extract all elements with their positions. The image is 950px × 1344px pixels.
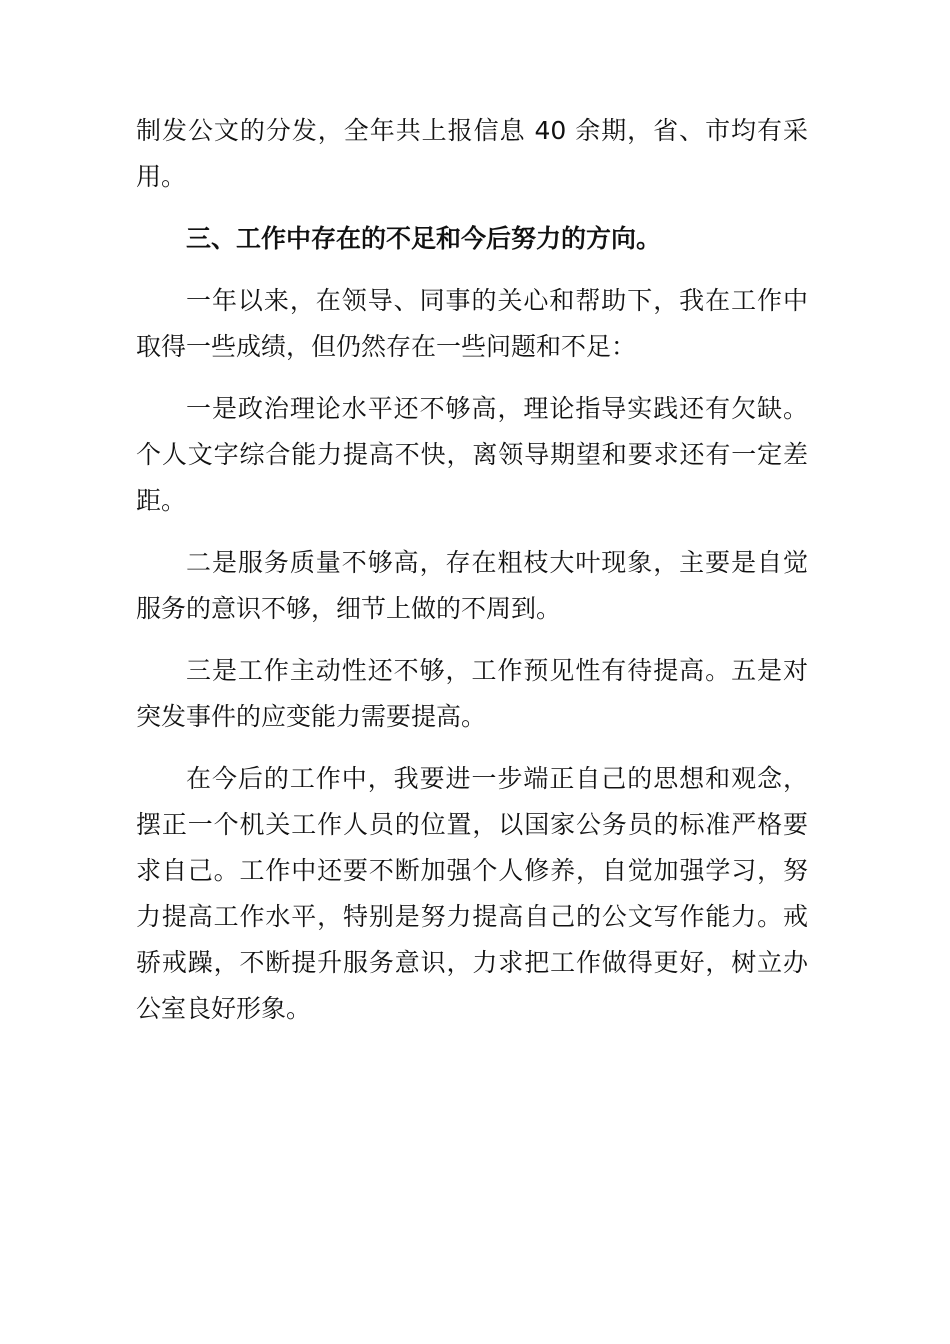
document-body [136,108,808,1048]
paragraph-continuation: 制发公文的分发，全年共上报信息 40 余期，省、市均有采用。 [136,116,808,191]
paragraph-conclusion: 在今后的工作中，我要进一步端正自己的思想和观念，摆正一个机关工作人员的位置，以国家公务员的标准严格要求自己。工作中还要不断加强个人修养，自觉加强学习，努力提高工作水平，特别是努力提高自己的公文写作能力。戒骄戒躁，不断提升服务意识，力求把工作做得更好，树立办公室良好形象。 [136,764,808,1023]
paragraph-point-one: 一是政治理论水平还不够高，理论指导实践还有欠缺。个人文字综合能力提高不快，离领导期望和要求还有一定差距。 [136,394,808,515]
paragraph-point-two: 二是服务质量不够高，存在粗枝大叶现象，主要是自觉服务的意识不够，细节上做的不周到。 [136,548,808,623]
section-heading: 三、工作中存在的不足和今后努力的方向。 [186,224,662,253]
paragraph-intro: 一年以来，在领导、同事的关心和帮助下，我在工作中取得一些成绩，但仍然存在一些问题和不足： [136,286,808,361]
paragraph-point-three: 三是工作主动性还不够，工作预见性有待提高。五是对突发事件的应变能力需要提高。 [136,656,808,731]
